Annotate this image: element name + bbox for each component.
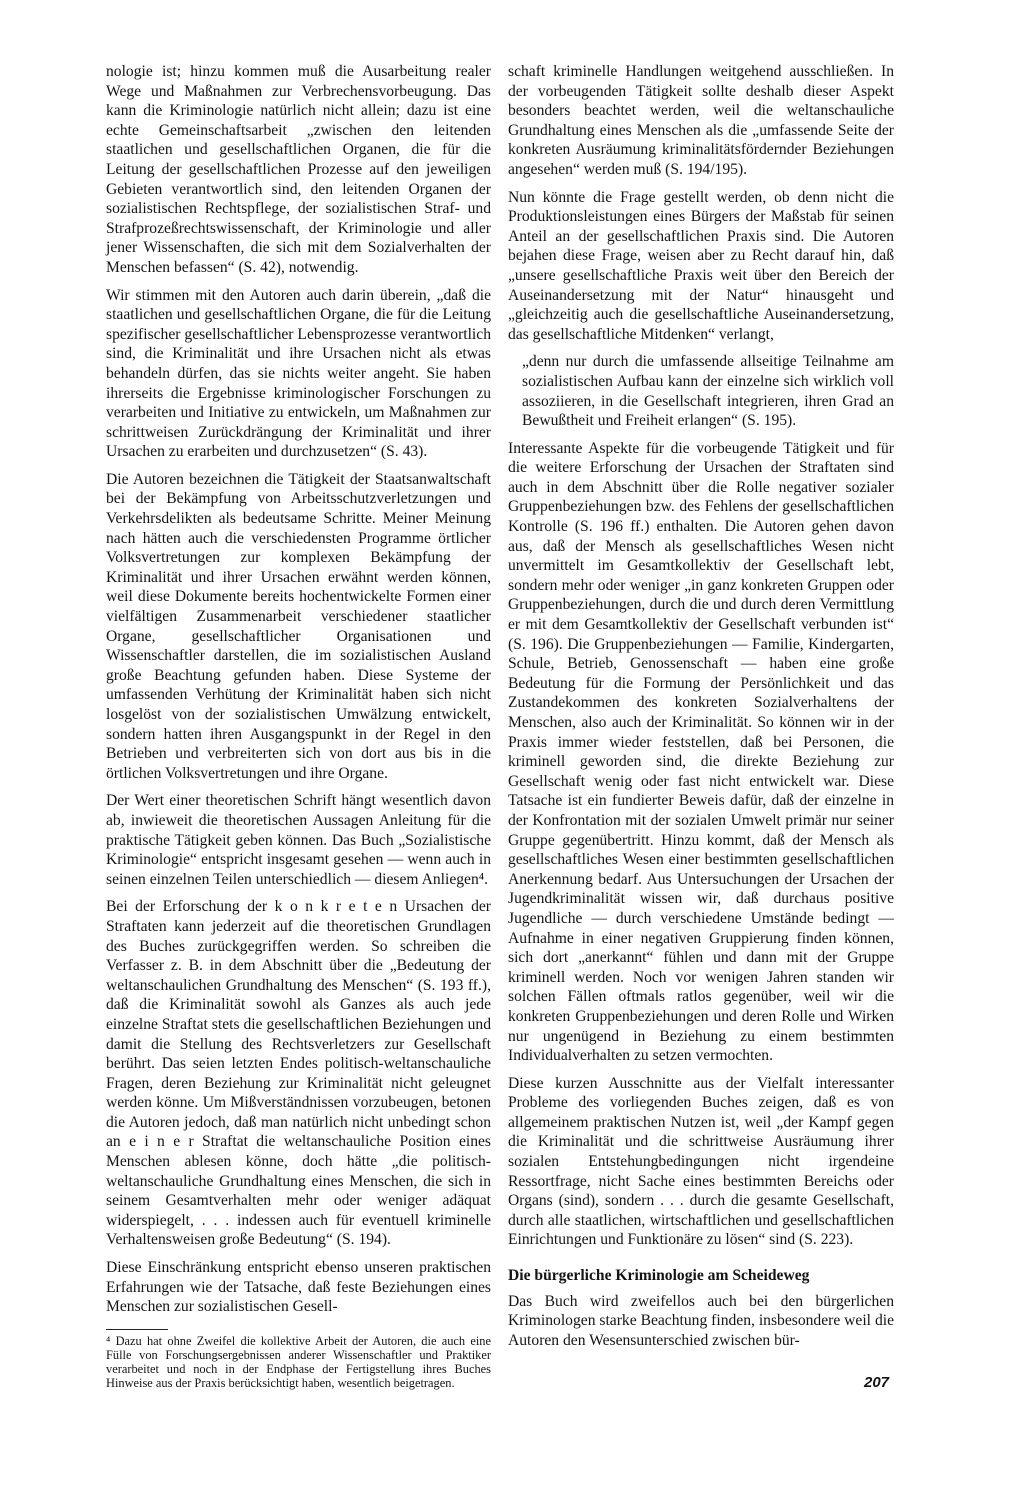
paragraph: Die Autoren bezeichnen die Tätigkeit der Staatsanwaltschaft bei der Bekämpfung von Arbeitsschutzverletzungen und Verkehrsdelikten als bedeutsame Schritte. Meiner Meinung nach hätten auch die verschiedensten Programme örtlicher Volksvertretungen zur komplexen Bekämpfung der Kriminalität und ihrer Ursachen erwähnt werden können, weil diese Dokumente bereits hochentwickelte Formen einer vielfältigen Zusammenarbeit verschiedener staatlicher Organe, gesellschaftlicher Organisationen und Wissenschaftler darstellen, die im sozialistischen Ausland große Beachtung gefunden haben. Diese Systeme der umfassenden Verhütung der Kriminalität haben sich nicht losgelöst von der sozialistischen Umwälzung entwickelt, sondern hatten ihren Ausgangspunkt in der Regel in den Betrieben und verbreiterten sich von dort aus bis in die örtlichen Volksvertretungen und ihre Organe. — [106, 470, 491, 782]
paragraph: Interessante Aspekte für die vorbeugende Tätigkeit und für die weitere Erforschung der Ursachen der Straftaten sind auch in dem Abschnitt über die Rolle negativer sozialer Gruppenbeziehungen bzw. des Fehlens der gesellschaftlichen Kontrolle (S. 196 ff.) enthalten. Die Autoren gehen davon aus, daß der Mensch als gesellschaftliches Wesen nicht unvermittelt im Gesamtkollektiv der Gesellschaft lebt, sondern mehr oder weniger „in ganz konkreten Gruppen oder Gruppenbeziehungen, durch die und durch deren Vermittlung er mit dem Gesamtkollektiv der Gesellschaft verbunden ist“ (S. 196). Die Gruppenbeziehungen — Familie, Kindergarten, Schule, Betrieb, Genossenschaft — haben eine große Bedeutung für die Formung der Persönlichkeit und das Zustandekommen des konkreten Sozialverhaltens der Menschen, also auch der Kriminalität. So können wir in der Praxis immer wieder feststellen, daß bei Personen, die kriminell geworden sind, die direkte Beziehung zur Gesellschaft wenig oder fast nicht entwickelt war. Diese Tatsache ist ein fundierter Beweis dafür, daß der einzelne in der Konfrontation mit der sozialen Umwelt primär nur seiner Gruppe gegenübertritt. Hinzu kommt, daß der Mensch als gesellschaftliches Wesen einer bestimmten gesellschaftlichen Anerkennung bedarf. Aus Untersuchungen der Ursachen der Jugendkriminalität wissen wir, daß durchaus positive Jugendliche — durch verschiedene Umstände bedingt — Aufnahme in einer negativen Gruppierung finden können, sich dort „anerkannt“ fühlen und dann mit der Gruppe kriminell werden. Noch vor wenigen Jahren standen wir solchen Fällen oftmals ratlos gegenüber, weil wir die konkreten Gruppenbeziehungen und deren Rolle und Wirken nur ungenügend in Beziehung zu einem bestimmten Individualverhalten zu setzen vermochten. — [508, 439, 894, 1065]
right-column — [508, 62, 894, 1358]
paragraph: Der Wert einer theoretischen Schrift hängt wesentlich davon ab, inwieweit die theoretischen Aussagen Anleitung für die praktische Tätigkeit geben können. Das Buch „Sozialistische Kriminologie“ entspricht insgesamt gesehen — wenn auch in seinen einzelnen Teilen unterschiedlich — diesem Anliegen⁴. — [106, 792, 491, 888]
footnote-divider — [106, 1329, 168, 1330]
paragraph: Das Buch wird zweifellos auch bei den bürgerlichen Kriminologen starke Beachtung finden, insbesondere weil die Autoren den Wesensunterschied zwischen bür- — [508, 1292, 894, 1349]
block-quote: „denn nur durch die umfassende allseitige Teilnahme am sozialistischen Aufbau kann der einzelne sich wirklich voll assoziieren, in die Gesellschaft integrieren, ihren Grad an Bewußtheit und Freiheit erlangen“ (S. 195). — [522, 353, 894, 430]
paragraph: nologie ist; hinzu kommen muß die Ausarbeitung realer Wege und Maßnahmen zur Verbrechensvorbeugung. Das kann die Kriminologie natürlich nicht allein; dazu ist eine echte Gemeinschaftsarbeit „zwischen den leitenden staatlichen und gesellschaftlichen Organen, die für die Leitung der gesellschaftlichen Prozesse auf den jeweiligen Gebieten verantwortlich sind, den leitenden Organen der sozialistischen Rechtspflege, der sozialistischen Straf- und Strafprozeßrechtswissenschaft, der Kriminologie und aller jener Wissenschaften, die sich mit dem Sozialverhalten der Menschen befassen“ (S. 42), notwendig. — [106, 63, 491, 276]
paragraph: Wir stimmen mit den Autoren auch darin überein, „daß die staatlichen und gesellschaftlichen Organe, die für die Leitung spezifischer gesellschaftlicher Lebensprozesse verantwortlich sind, die Kriminalität und ihre Ursachen nicht als etwas behandeln dürfen, das sie nichts weiter angeht. Sie haben ihrerseits die Ergebnisse kriminologischer Forschungen zu verarbeiten und Initiative zu entwickeln, um Maßnahmen zur schrittweisen Zurückdrängung der Kriminalität und ihrer Ursachen zu erarbeiten und durchzusetzen“ (S. 43). — [106, 286, 491, 461]
footnote: ⁴ Dazu hat ohne Zweifel die kollektive Arbeit der Autoren, die auch eine Fülle von Forschungsergebnissen anderer Wissenschaftler und Praktiker verarbeitet und noch in der Endphase der Fertigstellung ihres Buches Hinweise aus der Praxis berücksichtigt haben, wesentlich beigetragen. — [106, 1333, 491, 1391]
paragraph: schaft kriminelle Handlungen weitgehend ausschließen. In der vorbeugenden Tätigkeit sollte deshalb dieser Aspekt besonders beachtet werden, weil die weltanschauliche Grundhaltung eines Menschen als die „umfassende Seite der konkreten Ausräumung kriminalitätsfördernder Beziehungen angesehen“ werden muß (S. 194/195). — [508, 63, 894, 178]
page-number: 207 — [864, 1374, 890, 1391]
paragraph: Nun könnte die Frage gestellt werden, ob denn nicht die Produktionsleistungen eines Bürgers der Maßstab für seinen Anteil an der gesellschaftlichen Praxis sind. Die Autoren bejahen diese Frage, weisen aber zu Recht darauf hin, daß „unsere gesellschaftliche Praxis weit über den Bereich der Auseinandersetzung mit der Natur“ hinausgeht und „gleichzeitig auch die gesellschaftliche Auseinandersetzung, das gesellschaftliche Mitdenken“ verlangt, — [508, 188, 894, 343]
left-column — [106, 62, 491, 1399]
paragraph: Diese kurzen Ausschnitte aus der Vielfalt interessanter Probleme des vorliegenden Buches zeigen, daß es von allgemeinem praktischen Nutzen ist, weil „der Kampf gegen die Kriminalität und die schrittweise Ausräumung ihrer sozialen Entstehungbedingungen nicht irgendeine Ressortfrage, nicht Sache eines bestimmten Bereichs oder Organs (sind), sondern . . . durch die gesamte Gesellschaft, durch alle staatlichen, wirtschaftlichen und gesellschaftlichen Einrichtungen und Funktionäre zu lösen“ sind (S. 223). — [508, 1074, 894, 1249]
paragraph: Diese Einschränkung entspricht ebenso unseren praktischen Erfahrungen wie der Tatsache, daß feste Beziehungen eines Menschen zur sozialistischen Gesell- — [106, 1259, 491, 1316]
section-heading: Die bürgerliche Kriminologie am Scheideweg — [508, 1267, 810, 1285]
paragraph: Bei der Erforschung der k o n k r e t e n Ursachen der Straftaten kann jederzeit auf die theoretischen Grundlagen des Buches zurückgegriffen werden. So schreiben die Verfasser z. B. in dem Abschnitt über die „Bedeutung der weltanschaulichen Grundhaltung des Menschen“ (S. 193 ff.), daß die Kriminalität sowohl als Ganzes als auch jede einzelne Straftat stets die gesellschaftlichen Beziehungen und damit die Stellung des Rechtsverletzers zur Gesellschaft berührt. Das seien letzten Endes politisch-weltanschauliche Fragen, deren Beziehung zur Kriminalität nicht geleugnet werden könne. Um Mißverständnissen vorzubeugen, betonen die Autoren jedoch, daß man natürlich nicht unbedingt schon an e i n e r Straftat die weltanschauliche Position eines Menschen ablesen könne, doch hätte „die politisch-weltanschauliche Grundhaltung eines Menschen, die sich in seinem Gesamtverhalten mehr oder weniger adäquat widerspiegelt, . . . indessen auch für eventuell kriminelle Verhaltensweisen große Bedeutung“ (S. 194). — [106, 898, 491, 1249]
